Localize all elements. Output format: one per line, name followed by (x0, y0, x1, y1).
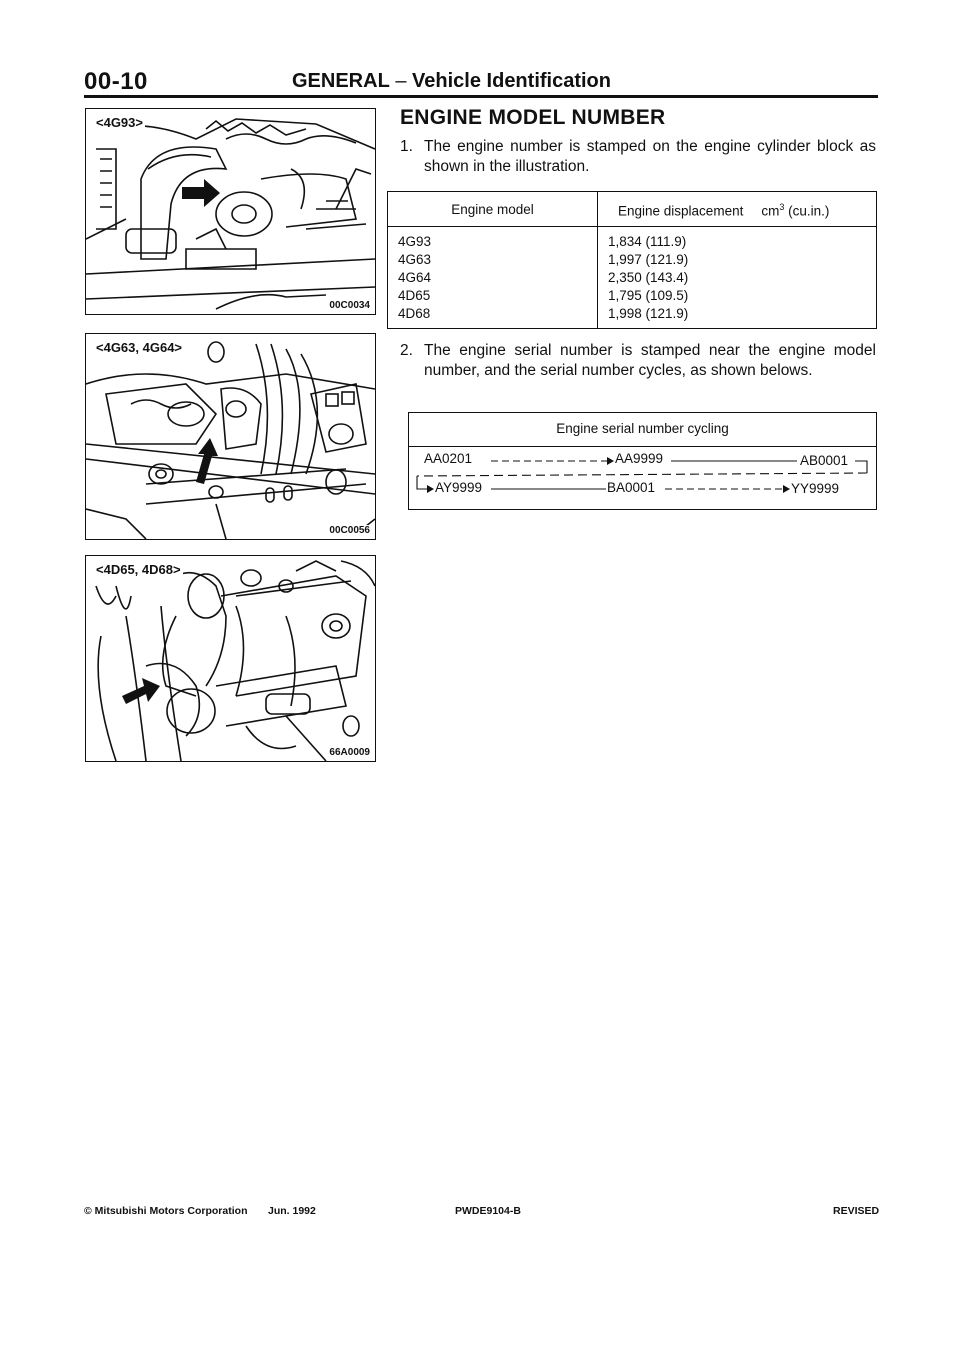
cell-model: 4G64 (398, 270, 432, 285)
footer-date: Jun. 1992 (268, 1205, 316, 1217)
serial-ab0001: AB0001 (800, 453, 849, 468)
header-dash: – (395, 70, 407, 92)
header-unit-cm: cm (761, 203, 780, 219)
table-body (398, 234, 868, 324)
paragraph-1 (400, 137, 876, 181)
figure-label: <4G93> (96, 115, 143, 130)
header-subsection: Vehicle Identification (412, 70, 611, 92)
table-row (398, 234, 868, 252)
header-displacement-label: Engine displacement (618, 203, 744, 219)
page-number: 00-10 (84, 68, 148, 95)
serial-ba0001: BA0001 (607, 480, 656, 495)
table-row (398, 270, 868, 288)
paragraph-2 (400, 341, 876, 405)
header-rule (84, 95, 878, 98)
cell-displacement: 2,350 (143.4) (608, 270, 689, 285)
footer-copyright: © Mitsubishi Motors Corporation (84, 1205, 248, 1217)
header-section: GENERAL (292, 70, 390, 92)
paragraph-number: 2. (400, 342, 413, 359)
figure-4d65-4d68 (85, 555, 376, 762)
header-unit-sup: 3 (779, 202, 785, 212)
figure-label: <4G63, 4G64> (96, 340, 183, 355)
cell-model: 4G63 (398, 252, 432, 267)
serial-aa0201: AA0201 (424, 451, 473, 466)
table-row (398, 306, 868, 324)
figure-code: 00C0034 (329, 300, 370, 311)
header-engine-model: Engine model (451, 202, 534, 217)
section-title: ENGINE MODEL NUMBER (400, 106, 666, 129)
figure-code: 66A0009 (329, 747, 370, 758)
engine-model-table (387, 191, 877, 329)
engine-illustration-4g63-4g64 (86, 334, 375, 539)
figure-label: <4D65, 4D68> (96, 562, 181, 577)
serial-cycling-box (408, 412, 877, 510)
serial-yy9999: YY9999 (791, 481, 840, 496)
paragraph-number: 1. (400, 138, 413, 155)
cell-displacement: 1,997 (121.9) (608, 252, 689, 267)
paragraph-text: The engine number is stamped on the engine cylinder block as shown in the illustration. (424, 138, 876, 175)
page-header-title (292, 70, 611, 93)
cell-displacement: 1,795 (109.5) (608, 288, 689, 303)
cell-model: 4D65 (398, 288, 431, 303)
footer-doc-code: PWDE9104-B (455, 1205, 521, 1217)
figure-4g93 (85, 108, 376, 315)
cell-model: 4G93 (398, 234, 432, 249)
footer-status: REVISED (833, 1205, 880, 1217)
engine-illustration-4g93 (86, 109, 375, 314)
serial-cycling-title: Engine serial number cycling (556, 421, 729, 436)
cell-displacement: 1,998 (121.9) (608, 306, 689, 321)
cell-displacement: 1,834 (111.9) (608, 234, 687, 249)
serial-ay9999: AY9999 (435, 480, 483, 495)
engine-illustration-4d65-4d68 (86, 556, 375, 761)
figure-code: 00C0056 (329, 525, 370, 536)
table-row (398, 288, 868, 306)
table-header-divider (388, 226, 876, 227)
header-engine-displacement (618, 202, 868, 219)
figure-4g63-4g64 (85, 333, 376, 540)
cell-model: 4D68 (398, 306, 431, 321)
serial-aa9999: AA9999 (615, 451, 664, 466)
header-unit-suffix: (cu.in.) (784, 203, 830, 219)
paragraph-text: The engine serial number is stamped near the engine model number, and the serial number cycles, as shown belows. (424, 342, 876, 379)
table-row (398, 252, 868, 270)
